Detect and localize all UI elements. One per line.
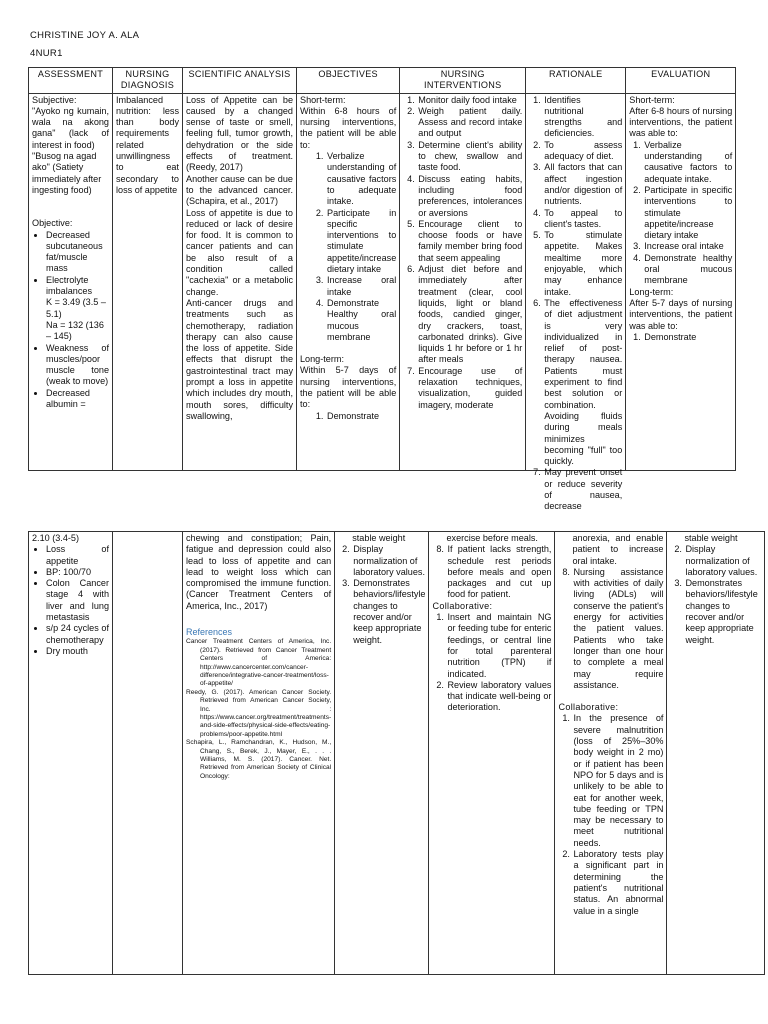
list-item: 3. Increase oral intake bbox=[643, 241, 732, 252]
short-term-list bbox=[629, 140, 732, 287]
assessment-list bbox=[32, 544, 109, 657]
content-row bbox=[29, 532, 765, 975]
list-item: 3. Determine client's ability to chew, swallow and taste food. bbox=[417, 140, 522, 174]
col-evaluation: EVALUATION bbox=[626, 68, 736, 94]
list-item: 7. May prevent onset or reduce severity of nausea, decrease bbox=[543, 467, 622, 512]
long-term-label: Long-term: bbox=[629, 286, 674, 297]
list-item: 3. Increase oral intake bbox=[326, 275, 396, 298]
list-item: • Decreased albumin = bbox=[46, 388, 109, 411]
collaborative-list bbox=[558, 713, 663, 916]
analysis-paragraph: Loss of appetite is due to reduced or lack of desire for food. It is common to cancer patients and can be also result of a condition called "cachexia" or a metabolic change. bbox=[186, 207, 293, 297]
short-term-intro: Within 6-8 hours of nursing interventions, the patient will be able to: bbox=[300, 105, 397, 150]
evaluation-cell bbox=[629, 95, 732, 469]
list-item: 7. Encourage use of relaxation techniques, visualization, guided imagery, moderate bbox=[417, 366, 522, 411]
rationale-cell bbox=[529, 94, 623, 512]
list-item: 4. To appeal to client's tastes. bbox=[543, 208, 622, 231]
short-term-label: Short-term: bbox=[629, 94, 675, 105]
objective-list bbox=[32, 230, 109, 411]
reference-entry: Reedy, G. (2017). American Cancer Society. Retrieved from American Cancer Society, Inc. : https://www.cancer.org/treatment/treatments-and-side-effects/physical-side-effects/eating-problems/poor-appetite.html bbox=[186, 688, 332, 738]
list-item: • Loss of appetite bbox=[46, 544, 109, 567]
list-item: 2. Participate in specific interventions to stimulate appetite/increase dietary intake bbox=[326, 208, 396, 276]
list-item: 2. Participate in specific interventions to stimulate appetite/increase dietary intake bbox=[643, 185, 732, 241]
list-item: 4. Demonstrate healthy oral mucous membrane bbox=[643, 253, 732, 287]
list-item: • Colon Cancer stage 4 with liver and lung metastasis bbox=[46, 578, 109, 623]
assessment-cell bbox=[32, 95, 109, 469]
list-item: 2. To assess adequacy of diet. bbox=[543, 140, 622, 163]
assessment-continued: 2.10 (3.4-5) bbox=[32, 533, 80, 543]
list-item: 4. Demonstrate Healthy oral mucous membrane bbox=[326, 298, 396, 343]
list-item: 5. Encourage client to choose foods or have family member bring food that seem appealing bbox=[417, 219, 522, 264]
diagnosis-cell bbox=[116, 533, 179, 973]
list-item: 1. Demonstrate bbox=[643, 332, 732, 343]
reference-entry: Schapira, L., Ramchandran, K., Hudson, M., Chang, S., Berek, J., Mayer, E., . . . Williams, M. S. (2017). Cancer. Net. Retrieved from American Society of Clinical Oncology: bbox=[186, 739, 332, 780]
analysis-cell bbox=[186, 95, 293, 469]
analysis-paragraph: Anti-cancer drugs and treatments such as chemotherapy, radiation therapy can also cause the loss of appetite. Side effects that disrupt the gastrointestinal tract may prompt a loss in appetite which includes dry mouth, mouth sores, difficulty swallowing, bbox=[186, 297, 293, 421]
list-item: • s/p 24 cycles of chemotherapy bbox=[46, 623, 109, 646]
col-interventions: NURSING INTERVENTIONS bbox=[400, 68, 526, 94]
header-row bbox=[29, 68, 736, 94]
electrolyte-na: Na = 132 (136 – 145) bbox=[46, 319, 104, 342]
list-item: • Dry mouth bbox=[46, 646, 109, 657]
list-item: 1. Verbalize understanding of causative factors to adequate intake. bbox=[326, 151, 396, 207]
references-list bbox=[186, 638, 331, 781]
references-title: References bbox=[186, 627, 233, 638]
collaborative-label: Collaborative: bbox=[432, 600, 493, 611]
section-code: 4NUR1 bbox=[30, 48, 63, 59]
col-assessment: ASSESSMENT bbox=[29, 68, 113, 94]
subjective-label: Subjective: bbox=[32, 94, 77, 105]
list-item: 1. Identifies nutritional strengths and deficiencies. bbox=[543, 95, 622, 140]
rationale-list bbox=[529, 95, 622, 513]
long-term-label: Long-term: bbox=[300, 354, 344, 365]
col-diagnosis: NURSING DIAGNOSIS bbox=[113, 68, 183, 94]
list-item: • Electrolyte imbalances K = 3.49 (3.5 – 5.1) Na = 132 (136 – 145) bbox=[46, 275, 109, 343]
interventions-cell bbox=[403, 95, 522, 469]
list-item: 2. Weigh patient daily. Assess and record intake and output bbox=[417, 106, 522, 140]
list-item: • Weakness of muscles/poor muscle tone (weak to move) bbox=[46, 343, 109, 388]
list-item: 3. All factors that can affect ingestion and/or digestion of nutrients. bbox=[543, 162, 622, 207]
list-item: 4. Discuss eating habits, including food preferences, intolerances or aversions bbox=[417, 174, 522, 219]
col-objectives: OBJECTIVES bbox=[297, 68, 400, 94]
list-item: 1. Demonstrate bbox=[326, 411, 396, 422]
evaluation-list bbox=[670, 544, 761, 646]
analysis-cell bbox=[186, 533, 331, 973]
rationale-list bbox=[558, 567, 663, 691]
diagnosis-cell bbox=[116, 95, 179, 469]
list-item: 1. In the presence of severe malnutrition (loss of 25%–30% body weight in 2 mo) or if patient has been NPO for 5 days and is unlikely to be able to eat for another week, tube feeding or TPN may be necessary to meet nutritional needs. bbox=[572, 713, 663, 849]
analysis-paragraph: Loss of Appetite can be caused by a changed sense of taste or smell, feeling full, tumor growth, dehydration or the side effects of treatment. (Reedy, 2017) bbox=[186, 94, 293, 173]
long-term-intro: Within 5-7 days of nursing interventions, the patient will be able to: bbox=[300, 365, 397, 410]
rationale-continued: anorexia, and enable patient to increase oral intake. bbox=[572, 533, 664, 566]
col-analysis: SCIENTIFIC ANALYSIS bbox=[183, 68, 297, 94]
col-rationale: RATIONALE bbox=[526, 68, 626, 94]
list-item: 1. Insert and maintain NG or feeding tube for enteric feedings, or central line for total parenteral nutrition (TPN) if indicated. bbox=[446, 612, 551, 680]
short-term-label: Short-term: bbox=[300, 94, 346, 105]
list-item: 2. Display normalization of laboratory values. bbox=[352, 544, 425, 578]
list-item: 3. Demonstrates behaviors/lifestyle changes to recover and/or keep appropriate weight. bbox=[352, 578, 425, 646]
list-item: 3. Demonstrates behaviors/lifestyle changes to recover and/or keep appropriate weight. bbox=[684, 578, 761, 646]
list-item: 5. To stimulate appetite. Makes mealtime more enjoyable, which may enhance intake. bbox=[543, 230, 622, 298]
electrolyte-k: K = 3.49 (3.5 – 5.1) bbox=[46, 297, 106, 319]
long-term-intro: After 5-7 days of nursing interventions, the patient was able to: bbox=[629, 297, 733, 331]
interventions-cell bbox=[432, 533, 551, 973]
long-term-list bbox=[300, 411, 396, 422]
list-item: 2. Laboratory tests play a significant part in determining the patient's nutritional status. An abnormal value in a single bbox=[572, 849, 663, 917]
student-name: CHRISTINE JOY A. ALA bbox=[30, 30, 140, 41]
list-item: 6. The effectiveness of diet adjustment is very individualized in relief of post-therapy nausea. Patients must experiment to find best solution or combination. Avoiding fluids during meals minimizes becoming "full" too quickly. bbox=[543, 298, 622, 467]
list-item: • BP: 100/70 bbox=[46, 567, 109, 578]
list-item: 1. Monitor daily food intake bbox=[417, 95, 522, 106]
assessment-cell bbox=[32, 533, 109, 973]
diagnosis-text: Imbalanced nutrition: less than body requirements related unwillingness to eat secondary to loss of appetite bbox=[116, 94, 179, 195]
list-item: 2. Display normalization of laboratory values. bbox=[684, 544, 761, 578]
care-plan-table-page2 bbox=[28, 531, 765, 975]
analysis-paragraph: Another cause can be due to the advanced cancer. (Schapira, et al., 2017) bbox=[186, 173, 293, 207]
collaborative-list bbox=[432, 612, 551, 714]
care-plan-table-page1 bbox=[28, 67, 736, 512]
subjective-quote-1: "Ayoko ng kumain, wala na akong gana" (lack of interest in food) bbox=[32, 105, 109, 150]
objectives-list bbox=[338, 544, 425, 646]
list-item: • Decreased subcutaneous fat/muscle mass bbox=[46, 230, 109, 275]
objective-label: Objective: bbox=[32, 218, 73, 229]
objectives-cell bbox=[300, 95, 396, 469]
list-item: 8. If patient lacks strength, schedule rest periods before meals and open packages and cut up food for patient. bbox=[446, 544, 551, 600]
interventions-list bbox=[403, 95, 522, 411]
short-term-intro: After 6-8 hours of nursing interventions, the patient was able to: bbox=[629, 105, 733, 139]
list-item: 6. Adjust diet before and immediately after treatment (clear, cool liquids, light or bland foods, candied ginger, dry crackers, toast, carbonated drinks). Give liquids 1 hr before or 1 hr after meals bbox=[417, 264, 522, 366]
short-term-list bbox=[300, 151, 396, 343]
interventions-continued: exercise before meals. bbox=[446, 533, 538, 543]
list-item: 1. Verbalize understanding of causative factors to adequate intake. bbox=[643, 140, 732, 185]
interventions-list bbox=[432, 544, 551, 600]
content-row bbox=[29, 93, 736, 470]
list-item: 8. Nursing assistance with activities of daily living (ADLs) will conserve the patient's energy for activities the patient values. Patients who take longer than one hour to complete a meal may require assistance. bbox=[572, 567, 663, 691]
list-item: 2. Review laboratory values that indicate well-being or deterioration. bbox=[446, 680, 551, 714]
long-term-list bbox=[629, 332, 732, 343]
evaluation-cell bbox=[670, 533, 761, 973]
subjective-quote-2: "Busog na agad ako" (Satiety immediately after ingesting food) bbox=[32, 151, 102, 195]
analysis-paragraph: chewing and constipation; Pain, fatigue and depression could also lead to loss of appetite and can lead to weight loss which can compromised the immune function. (Cancer Treatment Centers of America, Inc., 2017) bbox=[186, 533, 332, 611]
reference-entry: Cancer Treatment Centers of America, Inc. (2017). Retrieved from Cancer Treatment Centers of America: http://www.cancercenter.com/cancer-difference/integrative-cancer-treatment/loss-of-appetite/ bbox=[186, 638, 332, 688]
objectives-cell bbox=[338, 533, 425, 973]
collaborative-label: Collaborative: bbox=[558, 702, 619, 713]
rationale-cell bbox=[558, 533, 663, 973]
objectives-continued: stable weight bbox=[352, 533, 406, 543]
evaluation-continued: stable weight bbox=[684, 533, 738, 543]
